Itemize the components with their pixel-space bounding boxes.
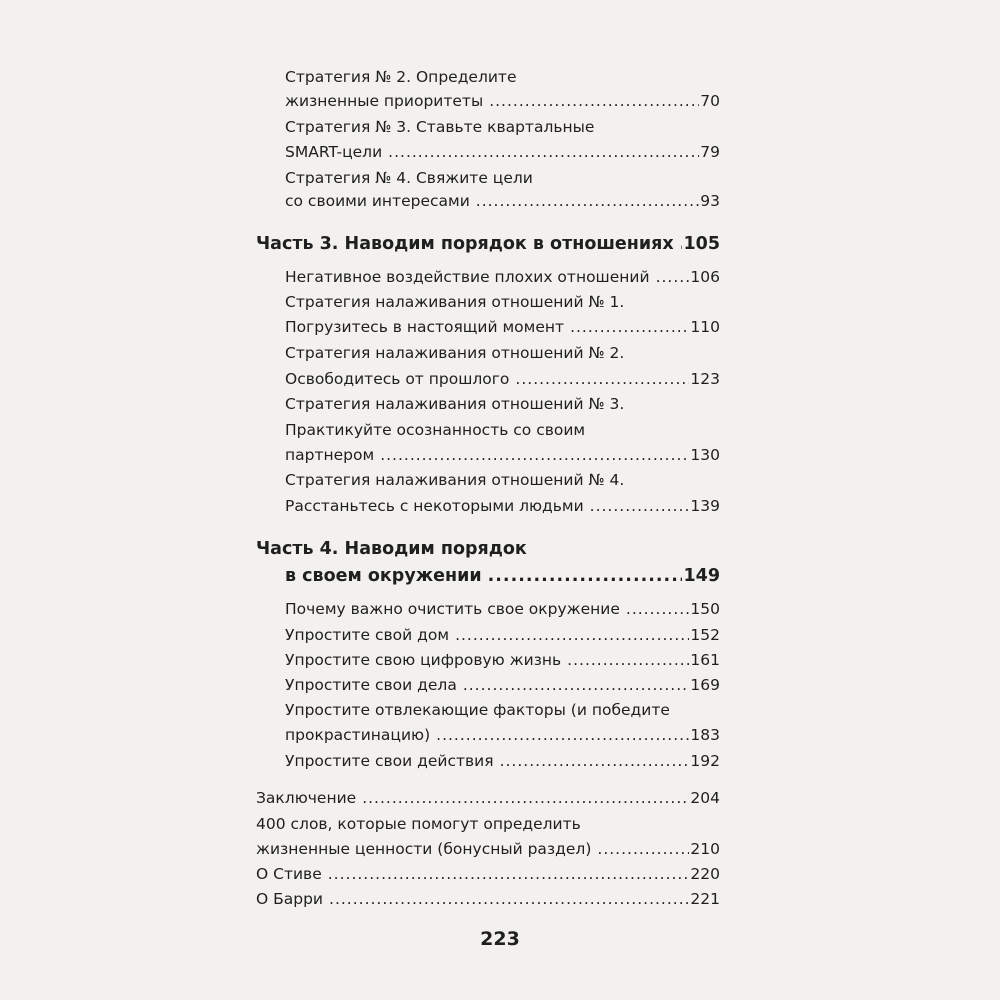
toc-entry: [285, 748, 720, 774]
toc-entry-text: Часть 3. Наводим порядок в отношениях: [256, 234, 674, 254]
toc-entry-page: 70: [700, 92, 720, 110]
toc-entry-page: 105: [683, 234, 720, 254]
toc-entry-text: Почему важно очистить свое окружение: [285, 600, 620, 618]
toc-entry-page: 169: [690, 676, 720, 694]
toc-part-heading: [256, 536, 720, 562]
toc-entry-page: 79: [700, 143, 720, 161]
toc-entry-text: Стратегия № 4. Свяжите цели: [285, 169, 533, 187]
toc-entry: [285, 289, 720, 315]
toc-entry-page: 152: [690, 626, 720, 644]
toc-entry-text: SMART-цели: [285, 143, 383, 161]
toc-entry-page: 93: [700, 192, 720, 210]
leader-dots: [328, 861, 690, 887]
toc-entry-page: 150: [690, 600, 720, 618]
toc-entry-text: Стратегия налаживания отношений № 2.: [285, 344, 625, 362]
leader-dots: [476, 188, 699, 214]
toc-entry-page: 110: [690, 318, 720, 336]
toc-entry: [285, 467, 720, 493]
leader-dots: [626, 596, 690, 622]
toc-entry: [285, 697, 720, 723]
toc-part-heading: [285, 563, 720, 589]
toc-entry: [285, 88, 720, 114]
leader-dots: [388, 139, 699, 165]
toc-entry: [285, 264, 720, 290]
toc-entry: [285, 340, 720, 366]
toc-entry: [285, 366, 720, 392]
toc-entry: [285, 64, 720, 90]
toc-entry-text: в своем окружении: [285, 566, 482, 586]
leader-dots: [567, 647, 689, 673]
toc-entry: [285, 391, 720, 417]
toc-entry-page: 210: [690, 840, 720, 858]
toc-entry-page: 221: [690, 890, 720, 908]
toc-entry-text: Упростите свой дом: [285, 626, 450, 644]
toc-entry-page: 106: [690, 268, 720, 286]
page-number: 223: [480, 928, 520, 950]
toc-entry-page: 204: [690, 789, 720, 807]
toc-entry: [256, 861, 720, 887]
toc-entry-page: 183: [690, 726, 720, 744]
toc-entry-text: Упростите свои дела: [285, 676, 457, 694]
toc-entry: [285, 622, 720, 648]
toc-part-heading: [256, 231, 720, 257]
toc-entry: [285, 722, 720, 748]
toc-entry-text: жизненные приоритеты: [285, 92, 484, 110]
toc-entry-text: жизненные ценности (бонусный раздел): [256, 840, 592, 858]
toc-entry: [256, 836, 720, 862]
toc-entry-text: Упростите свои действия: [285, 752, 494, 770]
leader-dots: [590, 493, 690, 519]
toc-entry-page: 130: [690, 446, 720, 464]
toc-entry-text: Упростите свою цифровую жизнь: [285, 651, 562, 669]
toc-entry-text: прокрастинацию): [285, 726, 431, 744]
toc-entry-text: Стратегия налаживания отношений № 4.: [285, 471, 625, 489]
leader-dots: [436, 722, 689, 748]
toc-entry: [256, 886, 720, 912]
toc-entry-text: Практикуйте осознанность со своим: [285, 421, 586, 439]
toc-entry-text: Стратегия № 3. Ставьте квартальные: [285, 118, 595, 136]
toc-entry-text: Расстаньтесь с некоторыми людьми: [285, 497, 584, 515]
toc-entry-text: Стратегия № 2. Определите: [285, 68, 517, 86]
toc-entry: [285, 114, 720, 140]
toc-entry: [285, 188, 720, 214]
toc-entry-text: со своими интересами: [285, 192, 470, 210]
toc-entry-text: Стратегия налаживания отношений № 3.: [285, 395, 625, 413]
toc-entry-text: Стратегия налаживания отношений № 1.: [285, 293, 625, 311]
toc-entry: [285, 442, 720, 468]
toc-entry-page: 220: [690, 865, 720, 883]
leader-dots: [500, 748, 690, 774]
toc-entry-text: Заключение: [256, 789, 357, 807]
leader-dots: [380, 442, 689, 468]
toc-entry-text: О Стиве: [256, 865, 322, 883]
toc-entry: [285, 417, 720, 443]
toc-entry: [285, 672, 720, 698]
leader-dots: [597, 836, 689, 862]
toc-entry-text: Освободитесь от прошлого: [285, 370, 510, 388]
leader-dots: [362, 785, 689, 811]
toc-entry-text: Упростите отвлекающие факторы (и победите: [285, 701, 670, 719]
toc-entry-text: Погрузитесь в настоящий момент: [285, 318, 565, 336]
leader-dots: [570, 314, 689, 340]
toc-entry: [256, 785, 720, 811]
leader-dots: [488, 563, 683, 589]
toc-entry: [285, 314, 720, 340]
toc-entry-page: 192: [690, 752, 720, 770]
toc-entry-text: Часть 4. Наводим порядок: [256, 539, 527, 559]
leader-dots: [656, 264, 690, 290]
leader-dots: [489, 88, 699, 114]
toc-entry-text: Негативное воздействие плохих отношений: [285, 268, 650, 286]
toc-entry-page: 161: [690, 651, 720, 669]
toc-entry-page: 149: [683, 566, 720, 586]
leader-dots: [515, 366, 689, 392]
toc-entry-text: партнером: [285, 446, 375, 464]
toc-entry-text: 400 слов, которые помогут определить: [256, 815, 581, 833]
toc-entry: [285, 596, 720, 622]
toc-entry-text: О Барри: [256, 890, 324, 908]
leader-dots: [680, 231, 683, 257]
toc-entry-page: 139: [690, 497, 720, 515]
toc-entry: [285, 493, 720, 519]
leader-dots: [463, 672, 690, 698]
leader-dots: [455, 622, 689, 648]
toc-entry-page: 123: [690, 370, 720, 388]
toc-entry: [285, 647, 720, 673]
toc-entry: [256, 811, 720, 837]
toc-entry: [285, 139, 720, 165]
leader-dots: [329, 886, 689, 912]
